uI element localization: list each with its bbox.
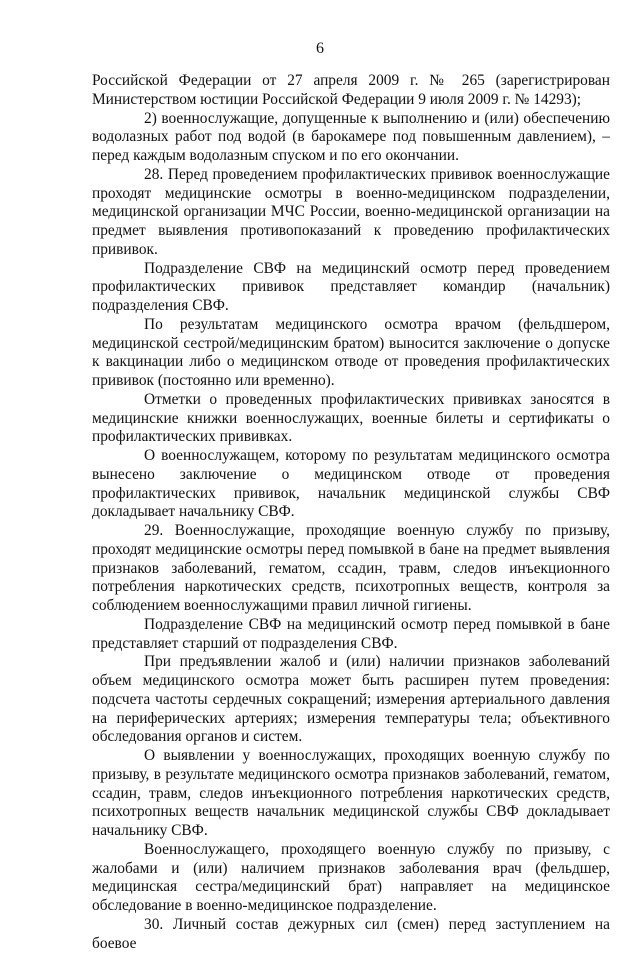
page-number: 6 (316, 40, 324, 57)
paragraph: Подразделение СВФ на медицинский осмотр перед проведением профилактических прививок представляет командир (начальник) подразделения СВФ. (92, 259, 610, 314)
paragraph-section-30: 30. Личный состав дежурных сил (смен) перед заступлением на боевое (92, 915, 610, 952)
paragraph: При предъявлении жалоб и (или) наличии признаков заболеваний объем медицинского осмотра может быть расширен путем проведения: подсчета частоты сердечных сокращений; измерения артериального давления на периферических артериях; измерения температуры тела; объективного обследования органов и систем. (92, 653, 610, 746)
paragraph: О военнослужащем, которому по результатам медицинского осмотра вынесено заключение о медицинском отводе от проведения профилактических прививок, начальник медицинской службы СВФ докладывает начальнику СВФ. (92, 447, 610, 521)
paragraph-continuation: Российской Федерации от 27 апреля 2009 г. № 265 (зарегистрирован Министерством юстиции Российской Федерации 9 июля 2009 г. № 14293); (92, 72, 610, 108)
paragraph: Военнослужащего, проходящего военную службу по призыву, с жалобами и (или) наличием признаков заболевания врач (фельдшер, медицинская сестра/медицинский брат) направляет на медицинское обследование в военно-медицинское подразделение. (92, 840, 610, 914)
paragraph: Подразделение СВФ на медицинский осмотр перед помывкой в бане представляет старший от подразделения СВФ. (92, 615, 610, 652)
paragraph-section-28: 28. Перед проведением профилактических прививок военнослужащие проходят медицинские осмотры в военно-медицинском подразделении, медицинской организации МЧС России, военно-медицинской организации на предмет выявления противопоказаний к проведению профилактических прививок. (92, 165, 610, 258)
paragraph-section-29: 29. Военнослужащие, проходящие военную службу по призыву, проходят медицинские осмотры перед помывкой в бане на предмет выявления признаков заболеваний, гематом, ссадин, травм, следов инъекционного потребления наркотических средств, психотропных веществ, контроля за соблюдением военнослужащими правил личной гигиены. (92, 522, 610, 614)
paragraph: О выявлении у военнослужащих, проходящих военную службу по призыву, в результате медицинского осмотра признаков заболеваний, гематом, ссадин, травм, следов инъекционного потребления наркотических средств, психотропных веществ начальник медицинской службы СВФ докладывает начальнику СВФ. (92, 747, 610, 839)
paragraph-item-2: 2) военнослужащие, допущенные к выполнению и (или) обеспечению водолазных работ под водой (в барокамере под повышенным давлением), – перед каждым водолазным спуском и по его окончании. (92, 109, 610, 164)
paragraph: Отметки о проведенных профилактических прививках заносятся в медицинские книжки военнослужащих, военные билеты и сертификаты о профилактических прививках. (92, 390, 610, 446)
document-body (92, 72, 610, 953)
paragraph: По результатам медицинского осмотра врачом (фельдшером, медицинской сестрой/медицинским братом) выносится заключение о допуске к вакцинации либо о медицинском отводе от проведения профилактических прививок (постоянно или временно). (92, 315, 610, 389)
